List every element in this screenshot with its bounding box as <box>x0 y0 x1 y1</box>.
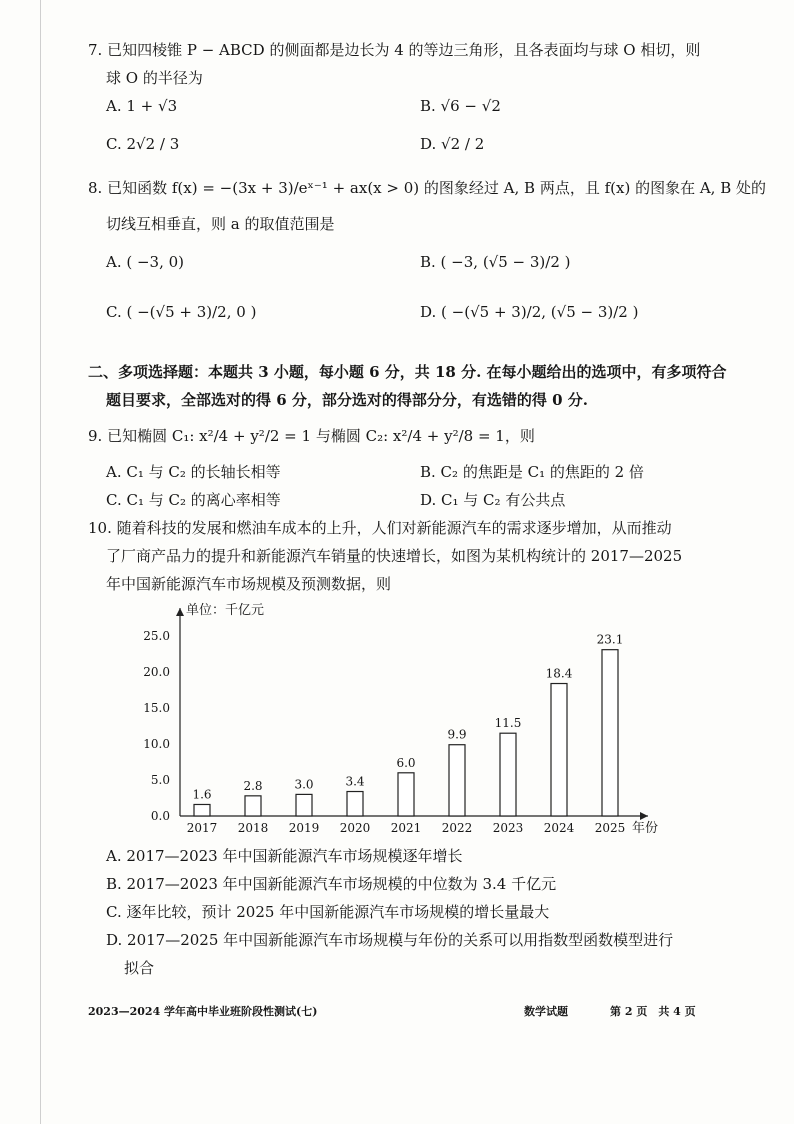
x-tick-label-2021: 2021 <box>390 821 422 835</box>
q10-option-d-line2: 拟合 <box>124 959 155 977</box>
q7-option-a: A. 1 + √3 <box>106 97 178 115</box>
q7-option-b: B. √6 − √2 <box>420 97 501 115</box>
bar-value-label-2023: 11.5 <box>494 716 522 731</box>
y-axis-arrow <box>176 608 184 616</box>
x-tick-label-2017: 2017 <box>186 821 218 835</box>
x-tick-label-2025: 2025 <box>594 821 626 835</box>
q10-option-b: B. 2017—2023 年中国新能源汽车市场规模的中位数为 3.4 千亿元 <box>106 875 557 893</box>
q8-option-d: D. ( −(√5 + 3)/2, (√5 − 3)/2 ) <box>420 303 639 321</box>
q9-stem: 9. 已知椭圆 C₁: x²/4 + y²/2 = 1 与椭圆 C₂: x²/4 + y²/8 = 1，则 <box>88 427 535 445</box>
y-tick-label-3: 15.0 <box>143 701 170 715</box>
bar-2021 <box>398 773 414 816</box>
footer-page-number: 第 2 页 共 4 页 <box>610 1005 696 1018</box>
y-axis-label: 单位：千亿元 <box>186 603 265 618</box>
q10-stem-line3: 年中国新能源汽车市场规模及预测数据，则 <box>106 575 392 593</box>
bar-value-label-2022: 9.9 <box>447 727 467 742</box>
section2-heading-line2: 题目要求，全部选对的得 6 分，部分选对的得部分分，有选错的得 0 分. <box>106 391 588 409</box>
bar-2017 <box>194 804 210 816</box>
q8-stem-line1: 8. 已知函数 f(x) = −(3x + 3)/eˣ⁻¹ + ax(x > 0) 的图象经过 A, B 两点，且 f(x) 的图象在 A, B 处的 <box>88 179 767 197</box>
q8-option-b: B. ( −3, (√5 − 3)/2 ) <box>420 253 571 271</box>
x-axis-arrow <box>640 812 648 820</box>
x-tick-label-2024: 2024 <box>543 821 575 835</box>
footer-subject: 数学试题 <box>524 1005 568 1018</box>
y-tick-label-5: 25.0 <box>143 629 170 643</box>
q8-option-a: A. ( −3, 0) <box>106 253 185 271</box>
q9-option-d: D. C₁ 与 C₂ 有公共点 <box>420 491 566 509</box>
q10-stem-line1: 10. 随着科技的发展和燃油车成本的上升，人们对新能源汽车的需求逐步增加，从而推动 <box>88 519 672 537</box>
x-tick-label-2023: 2023 <box>492 821 524 835</box>
q9-option-c: C. C₁ 与 C₂ 的离心率相等 <box>106 491 281 509</box>
q10-option-d-line1: D. 2017—2025 年中国新能源汽车市场规模与年份的关系可以用指数型函数模型进行 <box>106 931 674 949</box>
section2-heading-line1: 二、多项选择题：本题共 3 小题，每小题 6 分，共 18 分. 在每小题给出的选项中，有多项符合 <box>88 363 727 381</box>
q10-stem-line2: 了厂商产品力的提升和新能源汽车销量的快速增长，如图为某机构统计的 2017—2025 <box>106 547 683 565</box>
bar-2019 <box>296 794 312 816</box>
bar-2020 <box>347 792 363 816</box>
footer-exam-title: 2023—2024 学年高中毕业班阶段性测试(七) <box>88 1005 318 1018</box>
x-tick-label-2020: 2020 <box>339 821 371 835</box>
bar-value-label-2024: 18.4 <box>545 666 573 681</box>
bar-2023 <box>500 733 516 816</box>
y-tick-label-0: 0.0 <box>150 809 170 823</box>
bar-2022 <box>449 745 465 816</box>
q8-stem-line2: 切线互相垂直，则 a 的取值范围是 <box>106 215 335 233</box>
market-size-bar-chart <box>120 596 680 842</box>
bar-2018 <box>245 796 261 816</box>
bar-value-label-2019: 3.0 <box>294 777 314 792</box>
x-tick-label-2019: 2019 <box>288 821 320 835</box>
bar-value-label-2021: 6.0 <box>396 755 416 770</box>
y-tick-label-2: 10.0 <box>143 737 170 751</box>
q7-option-d: D. √2 / 2 <box>420 135 485 153</box>
bar-value-label-2017: 1.6 <box>192 787 212 802</box>
bar-value-label-2020: 3.4 <box>345 774 365 789</box>
x-axis-label: 年份 <box>632 821 659 836</box>
y-tick-label-4: 20.0 <box>143 665 170 679</box>
q10-option-c: C. 逐年比较，预计 2025 年中国新能源汽车市场规模的增长量最大 <box>106 903 550 921</box>
x-tick-label-2022: 2022 <box>441 821 473 835</box>
q7-stem-line2: 球 O 的半径为 <box>106 69 203 87</box>
binding-line <box>40 0 41 1124</box>
q7-stem-line1: 7. 已知四棱锥 P − ABCD 的侧面都是边长为 4 的等边三角形，且各表面均与球 O 相切，则 <box>88 41 701 59</box>
q9-option-a: A. C₁ 与 C₂ 的长轴长相等 <box>106 463 281 481</box>
bar-value-label-2018: 2.8 <box>243 778 263 793</box>
q7-option-c: C. 2√2 / 3 <box>106 135 180 153</box>
bar-2025 <box>602 650 618 816</box>
y-tick-label-1: 5.0 <box>150 773 170 787</box>
x-tick-label-2018: 2018 <box>237 821 269 835</box>
bar-2024 <box>551 684 567 816</box>
q10-option-a: A. 2017—2023 年中国新能源汽车市场规模逐年增长 <box>106 847 463 865</box>
bar-value-label-2025: 23.1 <box>596 632 624 647</box>
q9-option-b: B. C₂ 的焦距是 C₁ 的焦距的 2 倍 <box>420 463 644 481</box>
q8-option-c: C. ( −(√5 + 3)/2, 0 ) <box>106 303 257 321</box>
